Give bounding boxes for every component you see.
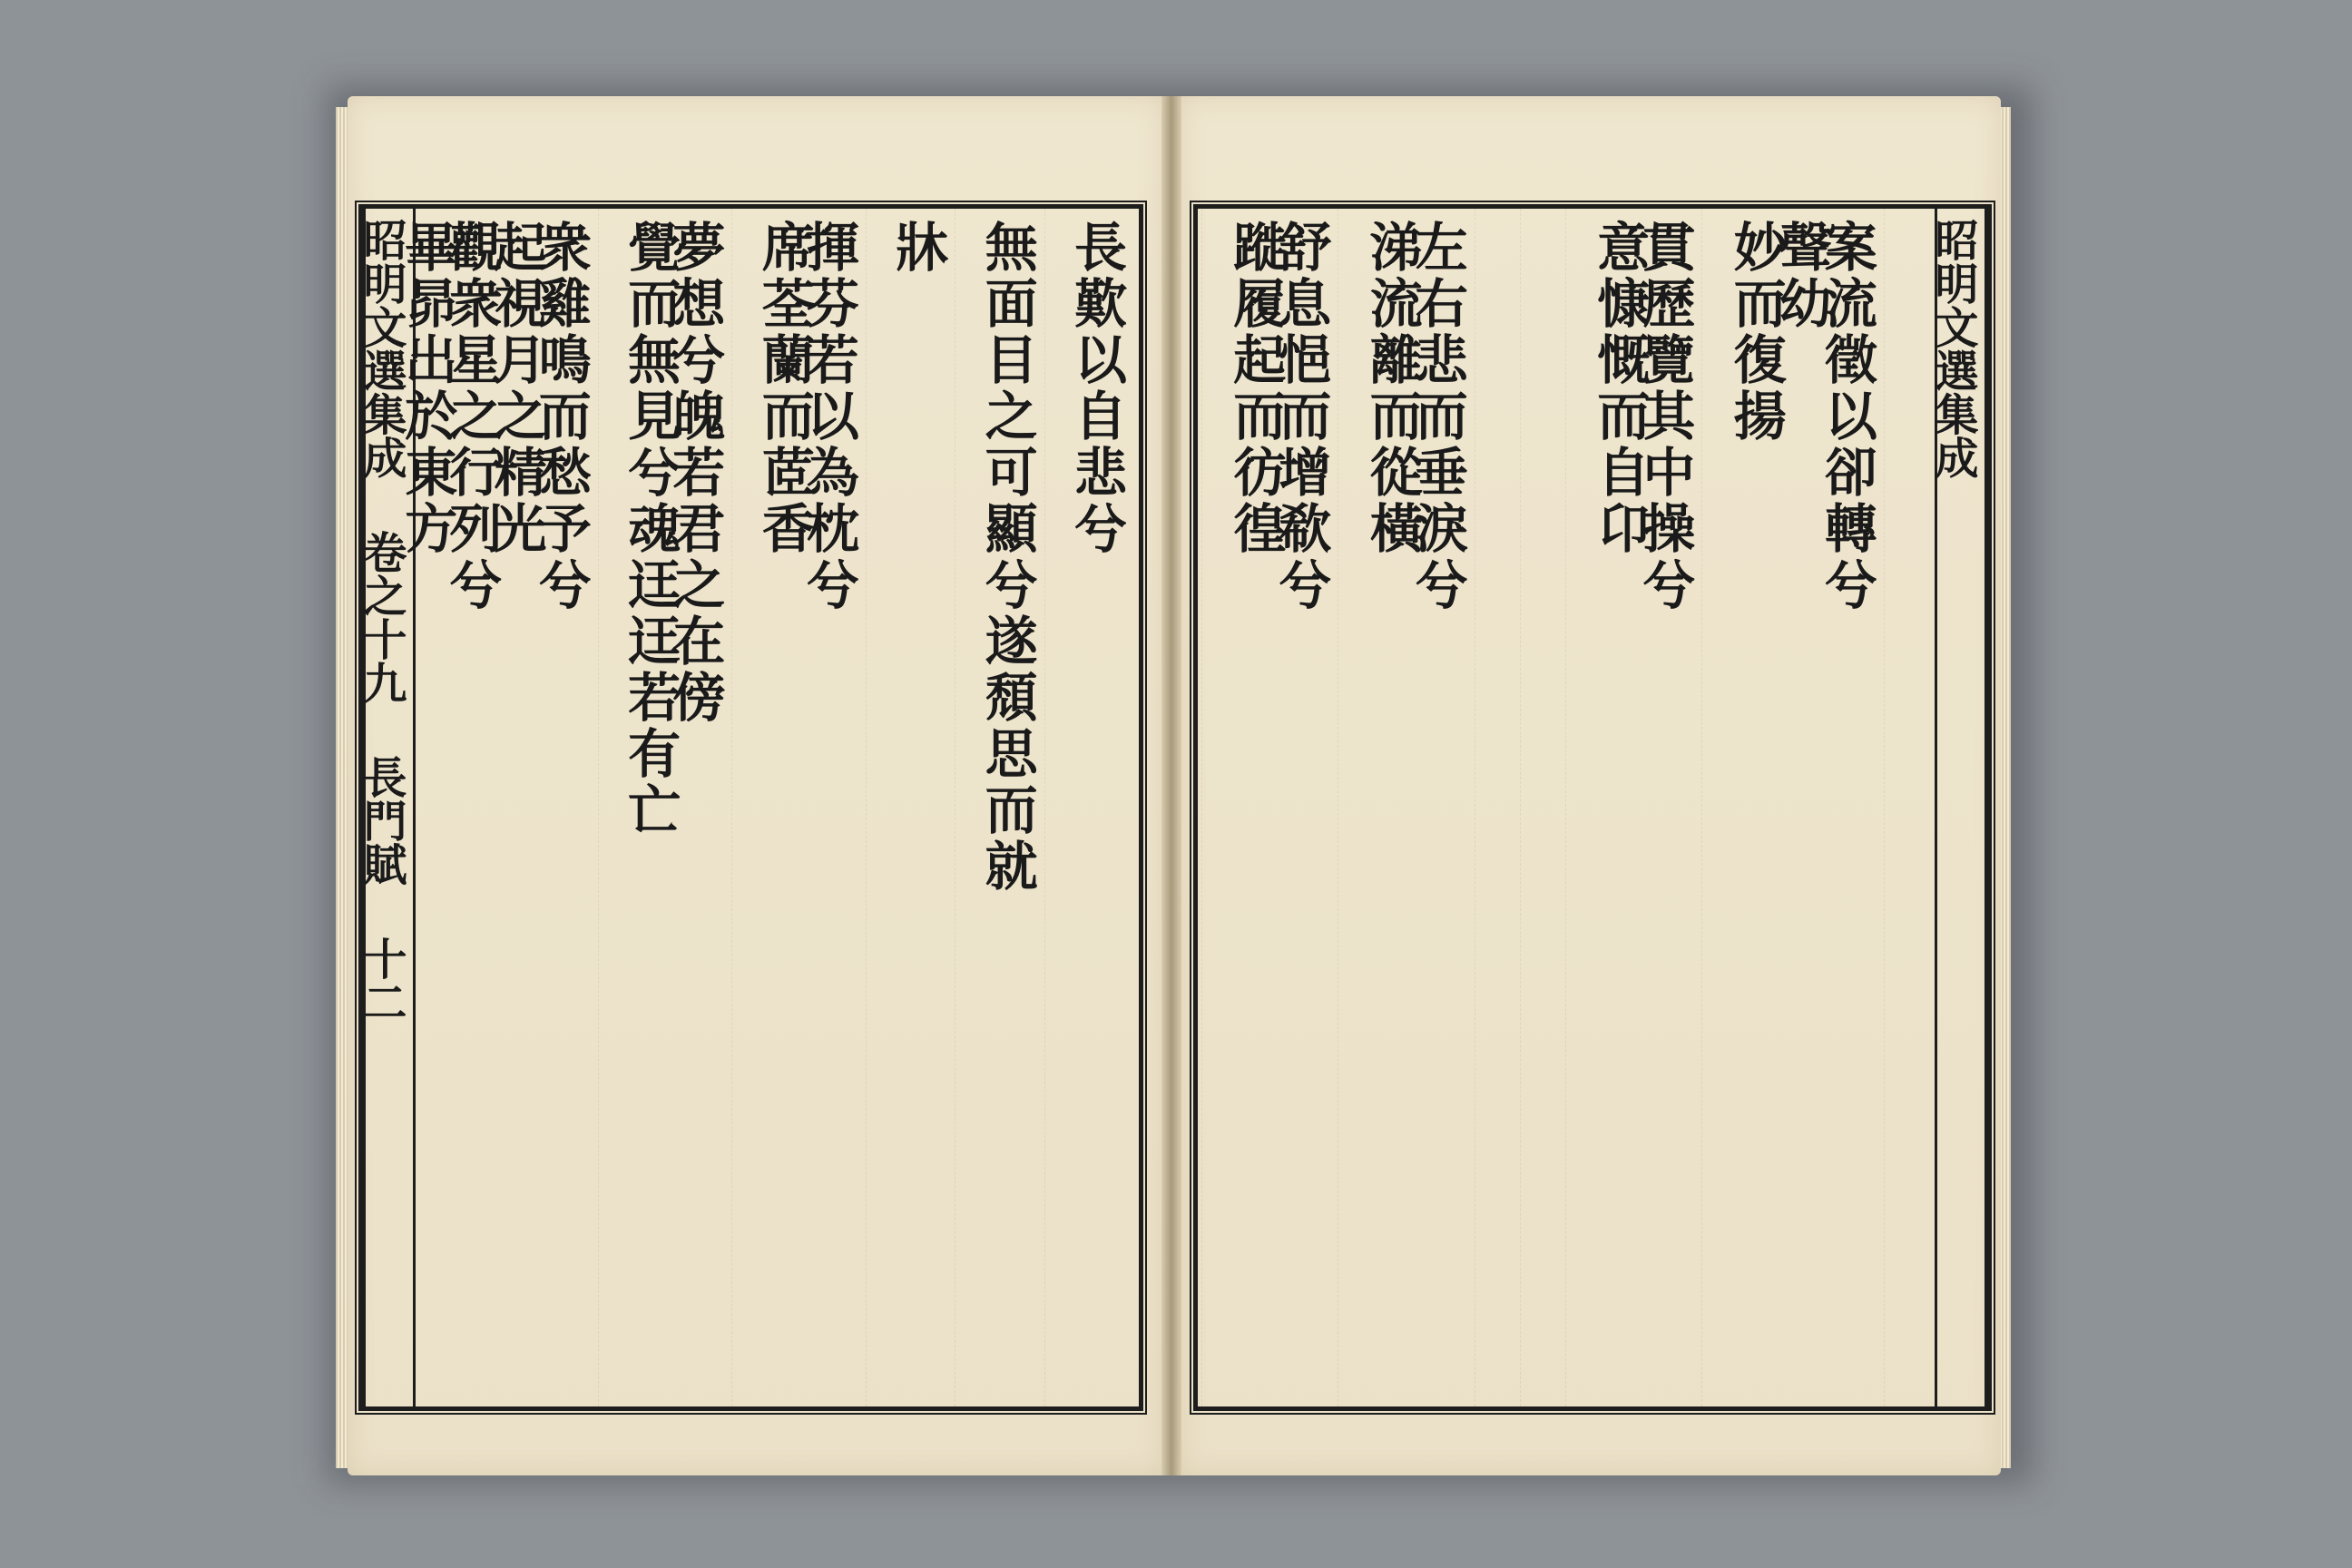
- right-page-text-frame: [1193, 204, 1992, 1411]
- main-text-column: 席荃蘭而茝香: [752, 220, 815, 557]
- commentary-column: [1701, 209, 1748, 1406]
- main-text-column: 妙而復揚: [1724, 220, 1787, 445]
- commentary-column: [955, 209, 1000, 1406]
- margin-page-number: 十二: [356, 936, 407, 1024]
- main-text-column: 長歎以自悲兮: [1065, 220, 1127, 557]
- right-page-margin-column: [1927, 209, 1987, 1406]
- left-page-text-frame: [358, 204, 1143, 1411]
- main-text-column: 貫歷覽其中操兮: [1633, 220, 1696, 613]
- margin-volume: 卷之十九: [356, 530, 407, 704]
- commentary-column: [1338, 209, 1384, 1406]
- main-text-column: 涕流離而從橫: [1360, 220, 1423, 557]
- commentary-column: [1565, 209, 1612, 1406]
- margin-section: 長門賦: [356, 755, 407, 886]
- commentary-column: [866, 209, 911, 1406]
- main-text-column: 聲幼: [1769, 220, 1832, 332]
- commentary-column: [1884, 209, 1930, 1406]
- commentary-column: [731, 209, 777, 1406]
- main-text-column: 衆雞鳴而愁予兮: [529, 220, 592, 613]
- main-text-column: 牀: [887, 220, 949, 276]
- main-text-column: 起視月之精光: [485, 220, 547, 557]
- main-text-column: 畢昴出於東方: [396, 220, 458, 557]
- commentary-column: [598, 209, 643, 1406]
- book-gutter: [1161, 96, 1181, 1475]
- main-text-column: 意慷慨而自卬: [1588, 220, 1651, 557]
- main-text-column: 揮芬若以為枕兮: [797, 220, 859, 613]
- main-text-column: 案流徵以卻轉兮: [1815, 220, 1877, 613]
- commentary-column: [1475, 209, 1521, 1406]
- left-page-edge: [336, 107, 348, 1468]
- main-text-column: 夢想兮魄若君之在傍: [663, 220, 726, 726]
- main-text-column: 舒息悒而增欷兮: [1269, 220, 1332, 613]
- main-text-column: 覺而無見兮魂迋迋若有亡: [619, 220, 681, 838]
- main-text-column: 觀衆星之行列兮: [440, 220, 503, 613]
- commentary-column: [1201, 209, 1248, 1406]
- commentary-column: [1520, 209, 1566, 1406]
- margin-title: 昭明文選集成: [356, 218, 407, 479]
- main-text-column: 蹝履起而彷徨: [1224, 220, 1287, 557]
- main-text-column: 左右悲而垂淚兮: [1406, 220, 1468, 613]
- margin-title: 昭明文選集成: [1927, 218, 1978, 479]
- main-text-column: 無面目之可顯兮遂頹思而就: [975, 220, 1038, 895]
- commentary-column: [1044, 209, 1090, 1406]
